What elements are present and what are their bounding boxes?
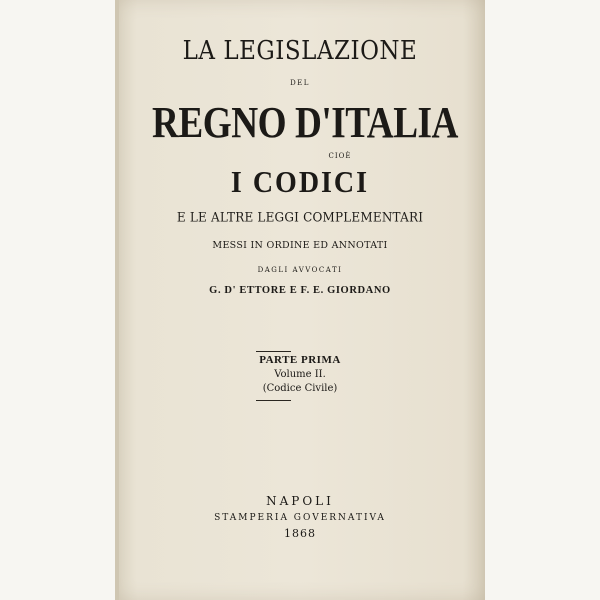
subtitle-line-3: DAGLI AVVOCATI bbox=[257, 266, 343, 274]
title-line-3: I CODICI bbox=[230, 165, 370, 200]
subtitle-line-2: MESSI IN ORDINE ED ANNOTATI bbox=[212, 240, 388, 251]
title-connector-cioe: CIOÈ bbox=[328, 152, 352, 160]
subtitle-line-1: E LE ALTRE LEGGI COMPLEMENTARI bbox=[176, 209, 424, 225]
rule-bottom bbox=[256, 400, 291, 401]
title-line-1: LA LEGISLAZIONE bbox=[182, 36, 418, 66]
imprint-city: NAPOLI bbox=[266, 494, 334, 508]
authors: G. D' ETTORE E F. E. GIORDANO bbox=[209, 285, 391, 296]
rule-top bbox=[256, 351, 291, 352]
page-binding-edge bbox=[115, 0, 119, 600]
imprint-year: 1868 bbox=[284, 527, 316, 540]
title-page bbox=[115, 0, 485, 600]
title-line-2: REGNO D'ITALIA bbox=[152, 98, 458, 148]
imprint-printer: STAMPERIA GOVERNATIVA bbox=[214, 513, 386, 523]
title-connector-del: DEL bbox=[290, 79, 310, 87]
volume-label: Volume II. bbox=[274, 369, 326, 380]
volume-subject: (Codice Civile) bbox=[262, 383, 338, 394]
part-label: PARTE PRIMA bbox=[259, 354, 341, 366]
